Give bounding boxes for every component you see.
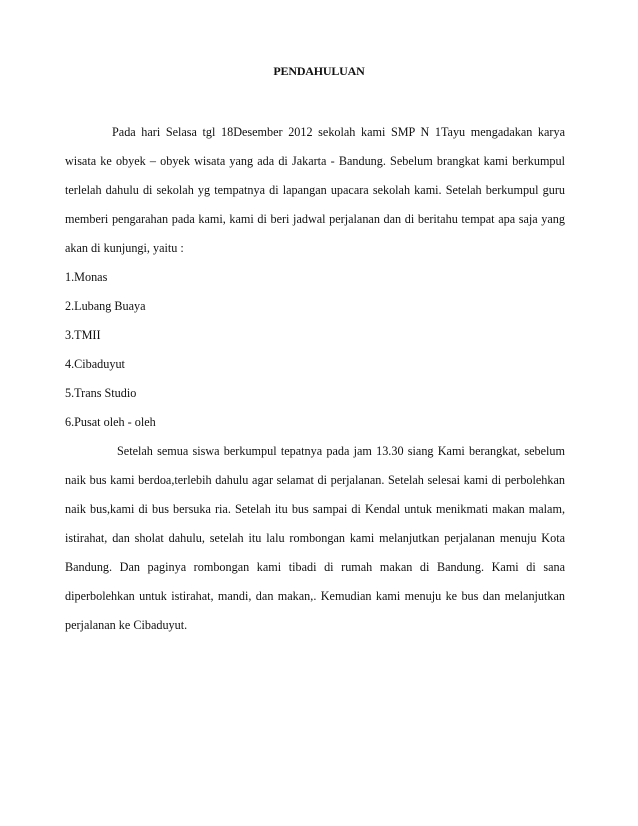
- list-item: 5.Trans Studio: [65, 386, 137, 400]
- list-item: 2.Lubang Buaya: [65, 299, 146, 313]
- list-item: 4.Cibaduyut: [65, 357, 125, 371]
- destination-list: [65, 263, 565, 437]
- journey-paragraph: Setelah semua siswa berkumpul tepatnya pada jam 13.30 siang Kami berangkat, sebelum naik bus kami berdoa,terlebih dahulu agar selamat di perjalanan. Setelah selesai kami di perbolehkan naik bus,kami di bus bersuka ria. Setelah itu bus sampai di Kendal untuk menikmati makan malam, istirahat, dan sholat dahulu, setelah itu lalu rombongan kami melanjutkan perjalanan menuju Kota Bandung. Dan paginya rombongan kami tibadi di rumah makan di Bandung. Kami di sana diperbolehkan untuk istirahat, mandi, dan makan,. Kemudian kami menuju ke bus dan melanjutkan perjalanan ke Cibaduyut.: [65, 444, 565, 632]
- list-item: 1.Monas: [65, 270, 108, 284]
- list-item: 3.TMII: [65, 328, 101, 342]
- document-title: PENDAHULUAN: [273, 64, 365, 78]
- document-body: [65, 118, 565, 640]
- intro-paragraph: Pada hari Selasa tgl 18Desember 2012 sekolah kami SMP N 1Tayu mengadakan karya wisata ke obyek – obyek wisata yang ada di Jakarta - Bandung. Sebelum brangkat kami berkumpul terlelah dahulu di sekolah yg tempatnya di lapangan upacara sekolah kami. Setelah berkumpul guru memberi pengarahan pada kami, kami di beri jadwal perjalanan dan di beritahu tempat apa saja yang akan di kunjungi, yaitu :: [65, 125, 565, 255]
- list-item: 6.Pusat oleh - oleh: [65, 415, 156, 429]
